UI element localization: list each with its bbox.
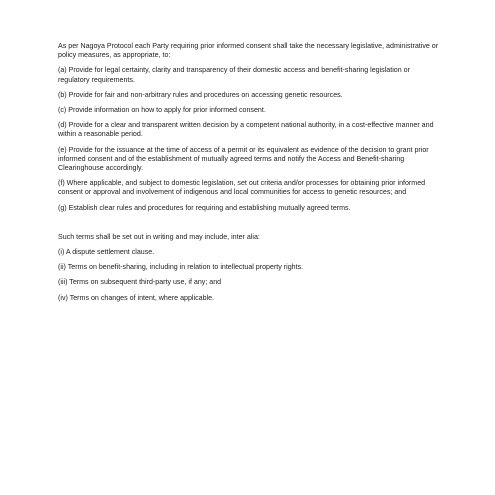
document-body	[58, 42, 442, 309]
list-item-e: (e) Provide for the issuance at the time of access of a permit or its equivalent as evidence of the decision to grant prior informed consent and of the establishment of mutually agreed terms and notify the Access and Benefit-sharing Clearinghouse accordingly.	[58, 145, 429, 173]
list-item-a: (a) Provide for legal certainty, clarity and transparency of their domestic access and benefit-sharing legislation or regulatory requirements.	[58, 66, 410, 84]
terms-intro-paragraph: Such terms shall be set out in writing and may include, inter alia:	[58, 232, 260, 241]
list-item-c: (c) Provide information on how to apply for prior informed consent.	[58, 106, 266, 115]
term-item-ii: (ii) Terms on benefit-sharing, including in relation to intellectual property rights.	[58, 263, 304, 272]
list-item-d: (d) Provide for a clear and transparent written decision by a competent national authority, in a cost-effective manner and within a reasonable period.	[58, 121, 434, 139]
section-spacer	[58, 219, 442, 233]
term-item-iii: (iii) Terms on subsequent third-party use, if any; and	[58, 278, 222, 287]
list-item-b: (b) Provide for fair and non-arbitrary rules and procedures on accessing genetic resources.	[58, 90, 343, 99]
list-item-g: (g) Establish clear rules and procedures for requiring and establishing mutually agreed terms.	[58, 203, 351, 212]
term-item-iv: (iv) Terms on changes of intent, where applicable.	[58, 293, 215, 302]
list-item-f: (f) Where applicable, and subject to domestic legislation, set out criteria and/or processes for obtaining prior informed consent or approval and involvement of indigenous and local communities for access to genetic resources; and	[58, 179, 426, 197]
intro-paragraph: As per Nagoya Protocol each Party requiring prior informed consent shall take the necessary legislative, administrative or policy measures, as appropriate, to:	[58, 42, 439, 60]
term-item-i: (i) A dispute settlement clause.	[58, 248, 155, 257]
